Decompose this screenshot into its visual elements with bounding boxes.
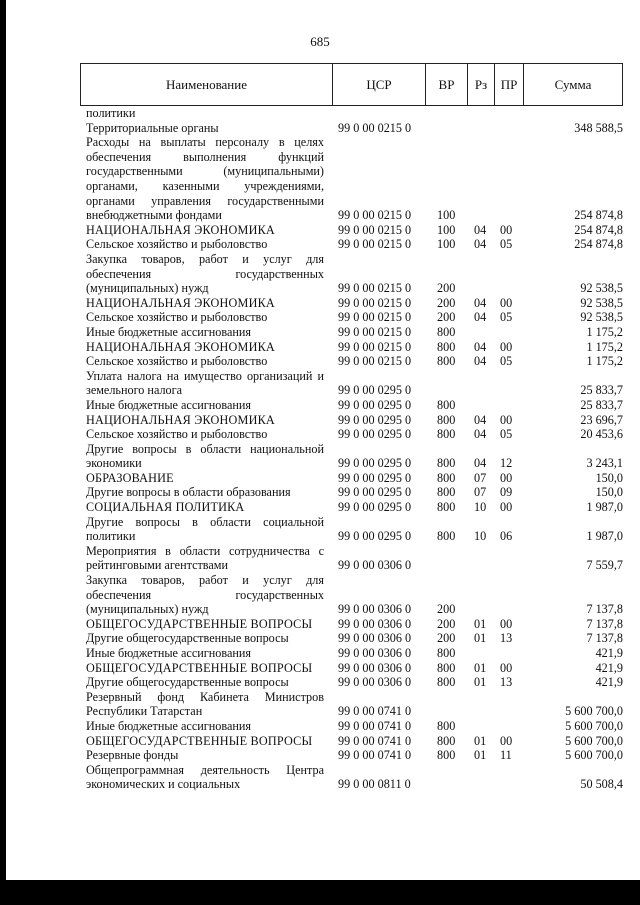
row-sum: 1 175,2 [586,324,623,339]
row-csr: 99 0 00 0306 0 [338,558,412,573]
row-name-text: Иные бюджетные ассигнования [86,646,252,661]
row-sum: 7 559,7 [586,558,623,573]
row-name [86,223,324,238]
row-csr: 99 0 00 0295 0 [338,397,412,412]
row-name-text: Уплата налога на имущество организаций и земельного налога [86,368,324,398]
row-sum: 254 874,8 [574,237,623,252]
row-name-text: Мероприятия в области сотрудничества с рейтинговыми агентствами [86,543,324,573]
row-vr: 100 [437,208,456,223]
row-vr: 100 [437,237,456,252]
row-rz: 01 [474,660,487,675]
row-pr: 12 [500,456,513,471]
row-vr: 800 [437,470,456,485]
row-csr: 99 0 00 0215 0 [338,324,412,339]
row-csr: 99 0 00 0741 0 [338,704,412,719]
table-row [80,369,623,398]
row-rz: 10 [474,500,487,515]
table-row [80,515,623,544]
table-row [80,340,623,355]
row-csr: 99 0 00 0215 0 [338,222,412,237]
row-sum: 5 600 700,0 [565,748,623,763]
row-csr: 99 0 00 0295 0 [338,456,412,471]
row-name [86,427,324,442]
row-sum: 25 833,7 [580,397,623,412]
row-pr: 05 [500,237,513,252]
row-name-text: Сельское хозяйство и рыболовство [86,237,268,252]
row-pr: 00 [500,470,513,485]
row-sum: 1 987,0 [586,529,623,544]
row-csr: 99 0 00 0215 0 [338,339,412,354]
page-number: 685 [310,34,330,49]
row-name [86,748,324,763]
row-csr: 99 0 00 0741 0 [338,748,412,763]
table-row [80,485,623,500]
table-row [80,646,623,661]
row-rz: 04 [474,412,487,427]
row-vr: 800 [437,485,456,500]
row-name [86,237,324,252]
row-vr: 200 [437,631,456,646]
row-csr: 99 0 00 0306 0 [338,631,412,646]
row-rz: 10 [474,529,487,544]
row-sum: 1 175,2 [586,339,623,354]
row-name-text: Сельское хозяйство и рыболовство [86,310,268,325]
row-sum: 20 453,6 [580,427,623,442]
row-name [86,719,324,734]
row-pr: 05 [500,354,513,369]
row-vr: 200 [437,602,456,617]
row-sum: 3 243,1 [586,456,623,471]
table-row [80,763,623,792]
row-pr: 00 [500,616,513,631]
row-csr: 99 0 00 0306 0 [338,675,412,690]
row-sum: 7 137,8 [586,602,623,617]
row-csr: 99 0 00 0215 0 [338,310,412,325]
row-pr: 05 [500,310,513,325]
row-pr: 00 [500,222,513,237]
row-name-text: Другие вопросы в области социальной политики [86,514,324,544]
row-pr: 06 [500,529,513,544]
table-row [80,617,623,632]
row-sum: 92 538,5 [580,281,623,296]
row-sum: 5 600 700,0 [565,719,623,733]
table-row [80,398,623,413]
header-rz: Рз [474,77,488,92]
row-pr: 00 [500,339,513,354]
row-pr: 00 [500,500,513,515]
row-name [86,296,324,311]
header-vr: ВР [438,77,455,92]
row-name [86,252,324,296]
row-pr: 05 [500,427,513,442]
table-row [80,748,623,763]
scan-left-edge [0,0,6,905]
row-name-text: Расходы на выплаты персоналу в целях обеспечения выполнения функций государственными (муниципальными) органами, казенными учреждениями, органами управления государственными внебюджетными фондами [86,135,324,223]
row-sum: 50 508,4 [580,777,623,792]
row-sum: 254 874,8 [574,208,623,223]
row-sum: 254 874,8 [574,222,623,237]
row-name [86,646,324,661]
row-sum: 150,0 [595,485,623,500]
row-name [86,106,324,121]
row-name-text: Другие вопросы в области национальной экономики [86,441,324,471]
row-vr: 800 [437,397,456,412]
row-name [86,515,324,544]
row-csr: 99 0 00 0215 0 [338,120,412,135]
row-csr: 99 0 00 0306 0 [338,660,412,675]
row-sum: 421,9 [595,646,623,661]
row-name [86,121,324,136]
row-pr: 13 [500,631,513,646]
table-row [80,354,623,369]
row-name-text: Закупка товаров, работ и услуг для обеспечения государственных (муниципальных) нужд [86,573,324,617]
table-row [80,442,623,471]
row-rz: 04 [474,339,487,354]
row-vr: 800 [437,733,456,748]
row-vr: 800 [437,675,456,690]
table-row [80,471,623,486]
row-csr: 99 0 00 0741 0 [338,733,412,748]
row-name [86,354,324,369]
row-name [86,442,324,471]
row-name-text: Резервный фонд Кабинета Министров Республики Татарстан [86,689,324,719]
row-vr: 100 [437,222,456,237]
table-row [80,631,623,646]
table-row [80,106,623,121]
row-sum: 5 600 700,0 [565,733,623,748]
row-csr: 99 0 00 0215 0 [338,237,412,252]
row-sum: 1 175,2 [586,354,623,369]
row-csr: 99 0 00 0295 0 [338,412,412,427]
row-csr: 99 0 00 0295 0 [338,485,412,500]
row-sum: 150,0 [595,470,623,485]
row-name-text: ОБЩЕГОСУДАРСТВЕННЫЕ ВОПРОСЫ [86,660,313,675]
row-name-text: Другие вопросы в области образования [86,485,291,500]
row-csr: 99 0 00 0306 0 [338,602,412,617]
row-name [86,734,324,749]
row-vr: 200 [437,310,456,325]
table-row [80,675,623,690]
row-vr: 800 [437,748,456,763]
row-name-text: Иные бюджетные ассигнования [86,397,252,412]
table-row [80,734,623,749]
scan-bottom-edge [0,880,640,905]
header-pr: ПР [500,77,518,92]
row-rz: 07 [474,485,487,500]
row-rz: 04 [474,295,487,310]
table-row [80,237,623,252]
row-pr: 13 [500,675,513,690]
row-csr: 99 0 00 0295 0 [338,427,412,442]
row-name-text: Закупка товаров, работ и услуг для обеспечения государственных (муниципальных) нужд [86,251,324,296]
row-sum: 23 696,7 [580,412,623,427]
table-row [80,325,623,340]
row-name [86,661,324,676]
row-name-text: Другие общегосударственные вопросы [86,675,289,690]
table-row [80,661,623,676]
row-pr: 00 [500,295,513,310]
row-name-text: Сельское хозяйство и рыболовство [86,354,268,369]
row-name-text: Территориальные органы [86,120,219,135]
row-name-text: политики [86,106,136,120]
row-pr: 00 [500,733,513,748]
row-name-text: Сельское хозяйство и рыболовство [86,427,268,442]
row-vr: 800 [437,324,456,339]
table-row [80,690,623,719]
row-vr: 200 [437,616,456,631]
table-header [80,63,623,106]
table-row [80,500,623,515]
row-csr: 99 0 00 0215 0 [338,281,412,296]
row-name [86,325,324,340]
table-row [80,719,623,734]
row-name-text: НАЦИОНАЛЬНАЯ ЭКОНОМИКА [86,412,275,427]
row-csr: 99 0 00 0295 0 [338,500,412,515]
row-vr: 800 [437,529,456,544]
row-rz: 01 [474,733,487,748]
row-name [86,763,324,792]
row-sum: 5 600 700,0 [565,704,623,719]
row-name [86,544,324,573]
table-body [80,106,623,792]
table-row [80,223,623,238]
table-row [80,544,623,573]
row-rz: 04 [474,222,487,237]
row-rz: 04 [474,354,487,369]
row-pr: 00 [500,412,513,427]
row-name [86,690,324,719]
row-rz: 04 [474,310,487,325]
row-rz: 04 [474,427,487,442]
row-name-text: Резервные фонды [86,748,179,763]
table-row [80,310,623,325]
row-rz: 01 [474,675,487,690]
row-name [86,485,324,500]
row-vr: 800 [437,456,456,471]
row-csr: 99 0 00 0215 0 [338,354,412,369]
header-csr: ЦСР [366,77,392,92]
row-name [86,471,324,486]
row-name [86,675,324,690]
table-row [80,296,623,311]
row-csr: 99 0 00 0295 0 [338,529,412,544]
row-sum: 1 987,0 [586,500,623,515]
row-csr: 99 0 00 0306 0 [338,646,412,661]
row-name-text: СОЦИАЛЬНАЯ ПОЛИТИКА [86,500,245,515]
table-row [80,427,623,442]
row-vr: 800 [437,660,456,675]
row-sum: 7 137,8 [586,631,623,646]
row-name-text: ОБЩЕГОСУДАРСТВЕННЫЕ ВОПРОСЫ [86,733,313,748]
row-name-text: ОБЩЕГОСУДАРСТВЕННЫЕ ВОПРОСЫ [86,616,313,631]
row-vr: 800 [437,339,456,354]
row-rz: 01 [474,631,487,646]
row-name-text: Другие общегосударственные вопросы [86,631,289,646]
row-name-text: Общепрограммная деятельность Центра экономических и социальных [86,762,324,792]
row-vr: 800 [437,412,456,427]
row-rz: 04 [474,237,487,252]
row-csr: 99 0 00 0295 0 [338,383,412,398]
row-name-text: Иные бюджетные ассигнования [86,719,252,733]
row-pr: 09 [500,485,513,500]
table-row [80,121,623,136]
row-sum: 421,9 [595,675,623,690]
row-name [86,340,324,355]
row-rz: 01 [474,748,487,763]
row-name [86,413,324,428]
row-name [86,135,324,223]
table-row [80,573,623,617]
row-name [86,617,324,632]
row-rz: 04 [474,456,487,471]
row-sum: 348 588,5 [574,120,623,135]
row-name [86,631,324,646]
row-name-text: НАЦИОНАЛЬНАЯ ЭКОНОМИКА [86,222,275,237]
row-vr: 200 [437,295,456,310]
row-name [86,398,324,413]
row-vr: 800 [437,500,456,515]
row-vr: 800 [437,354,456,369]
table-row [80,252,623,296]
header-sum: Сумма [554,77,592,92]
row-csr: 99 0 00 0811 0 [338,777,411,792]
row-csr: 99 0 00 0295 0 [338,470,412,485]
row-csr: 99 0 00 0215 0 [338,208,412,223]
table-row [80,413,623,428]
row-name [86,369,324,398]
row-name-text: НАЦИОНАЛЬНАЯ ЭКОНОМИКА [86,295,275,310]
row-sum: 421,9 [595,660,623,675]
row-csr: 99 0 00 0741 0 [338,719,412,733]
row-sum: 25 833,7 [580,383,623,398]
row-vr: 200 [437,281,456,296]
row-csr: 99 0 00 0306 0 [338,616,412,631]
row-vr: 800 [437,646,456,661]
table-row [80,135,623,223]
row-name [86,500,324,515]
row-pr: 00 [500,660,513,675]
budget-table [80,63,623,792]
row-pr: 11 [500,748,512,763]
row-vr: 800 [437,427,456,442]
row-name-text: НАЦИОНАЛЬНАЯ ЭКОНОМИКА [86,339,275,354]
row-sum: 7 137,8 [586,616,623,631]
header-name: Наименование [166,77,247,92]
row-sum: 92 538,5 [580,295,623,310]
row-name [86,310,324,325]
row-rz: 01 [474,616,487,631]
row-rz: 07 [474,470,487,485]
row-name-text: ОБРАЗОВАНИЕ [86,470,174,485]
row-name [86,573,324,617]
row-sum: 92 538,5 [580,310,623,325]
row-vr: 800 [437,719,456,733]
row-csr: 99 0 00 0215 0 [338,295,412,310]
row-name-text: Иные бюджетные ассигнования [86,324,252,339]
